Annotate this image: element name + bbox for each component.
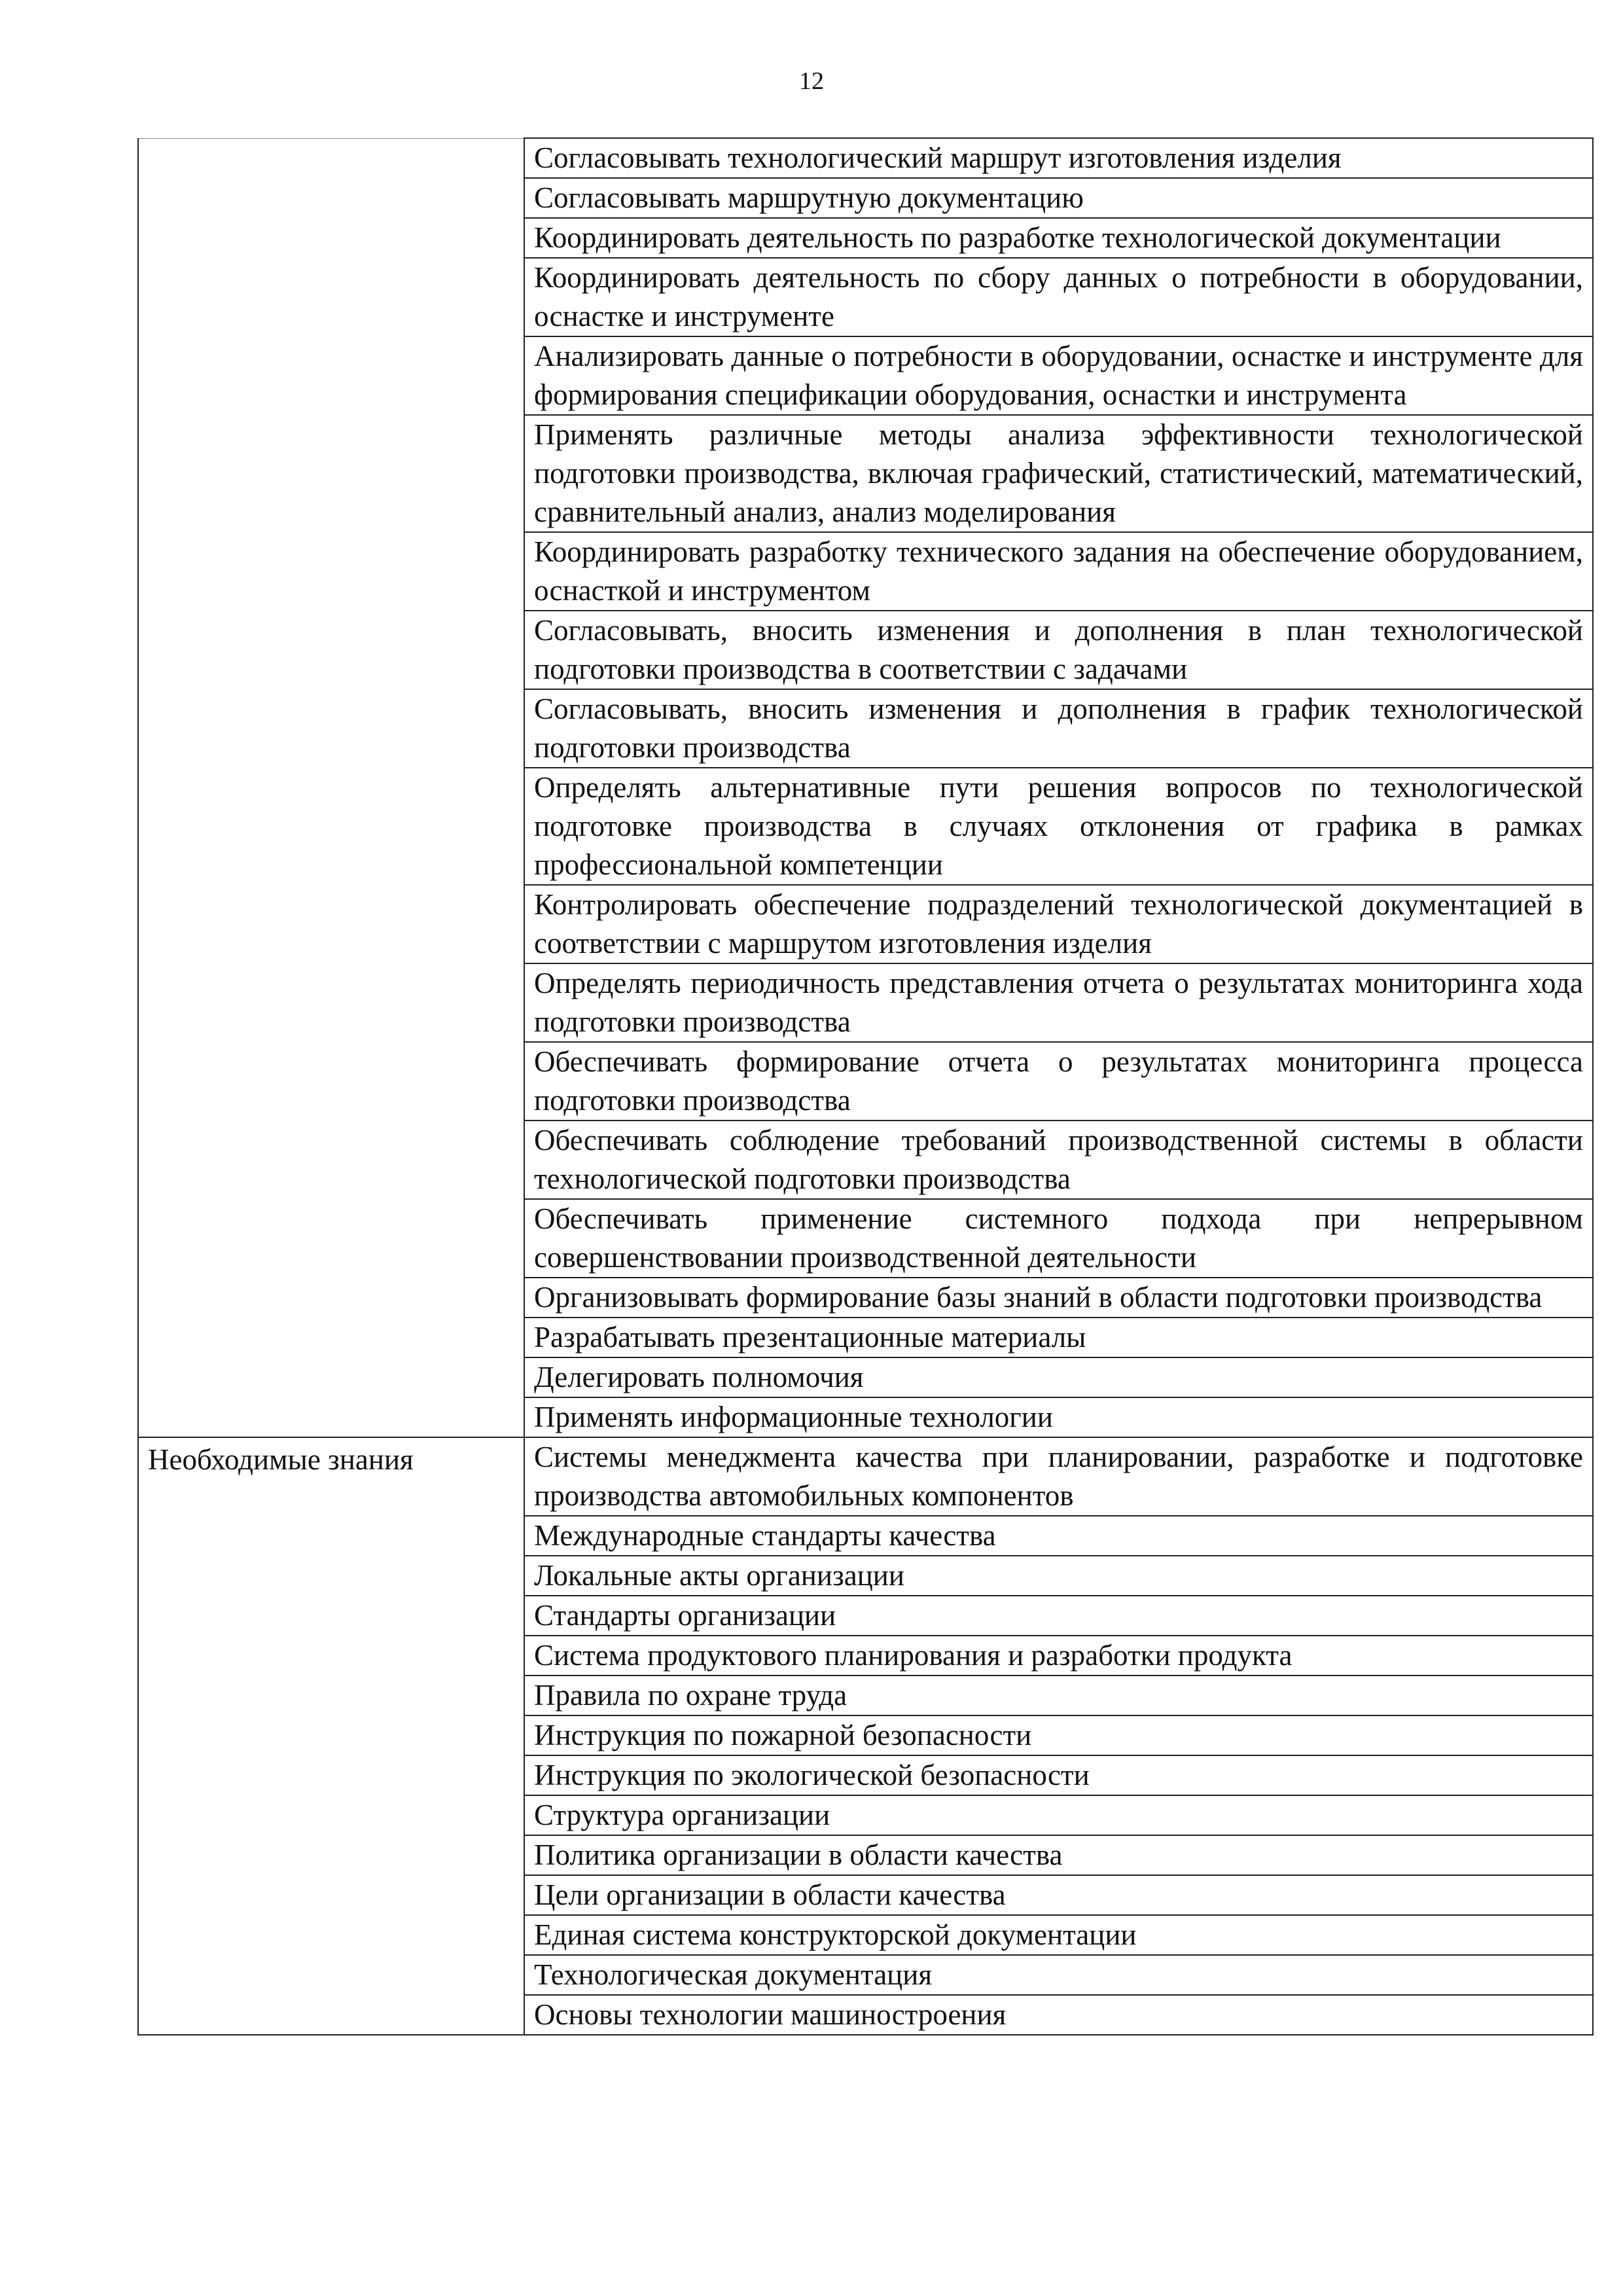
- section-label-cell: [138, 138, 524, 1437]
- table-cell-item: Координировать деятельность по разработке технологической документации: [524, 218, 1593, 258]
- table-cell-item: Координировать разработку технического задания на обеспечение оборудованием, оснасткой и инструментом: [524, 532, 1593, 611]
- table-cell-item: Согласовывать, вносить изменения и дополнения в план технологической подготовки производства в соответствии с задачами: [524, 611, 1593, 689]
- table-cell-item: Определять альтернативные пути решения вопросов по технологической подготовке производства в случаях отклонения от графика в рамках профессиональной компетенции: [524, 768, 1593, 885]
- table-cell-item: Применять информационные технологии: [524, 1397, 1593, 1437]
- table-cell-item: Международные стандарты качества: [524, 1516, 1593, 1556]
- table-cell-item: Контролировать обеспечение подразделений технологической документацией в соответствии с маршрутом изготовления изделия: [524, 885, 1593, 963]
- table-row: [138, 1437, 1593, 1516]
- table-cell-item: Технологическая документация: [524, 1955, 1593, 1995]
- table-cell-item: Обеспечивать формирование отчета о результатах мониторинга процесса подготовки производства: [524, 1042, 1593, 1121]
- table-cell-item: Единая система конструкторской документации: [524, 1915, 1593, 1955]
- table-cell-item: Инструкция по экологической безопасности: [524, 1755, 1593, 1795]
- section-label: Необходимые знания: [148, 1443, 414, 1476]
- table-cell-item: Анализировать данные о потребности в оборудовании, оснастке и инструменте для формирования спецификации оборудования, оснастки и инструмента: [524, 336, 1593, 415]
- table-cell-item: Согласовывать маршрутную документацию: [524, 178, 1593, 218]
- section-label-cell: [138, 1437, 524, 2035]
- table-cell-item: Обеспечивать применение системного подхода при непрерывном совершенствовании производственной деятельности: [524, 1199, 1593, 1278]
- table-cell-item: Инструкция по пожарной безопасности: [524, 1715, 1593, 1755]
- table-cell-item: Политика организации в области качества: [524, 1835, 1593, 1875]
- table-cell-item: Системы менеджмента качества при планировании, разработке и подготовке производства автомобильных компонентов: [524, 1437, 1593, 1516]
- table-cell-item: Определять периодичность представления отчета о результатах мониторинга хода подготовки производства: [524, 963, 1593, 1042]
- table-cell-item: Структура организации: [524, 1795, 1593, 1835]
- table-row: [138, 138, 1593, 178]
- page-number: 12: [799, 67, 824, 95]
- table-cell-item: Согласовывать, вносить изменения и дополнения в график технологической подготовки производства: [524, 689, 1593, 768]
- table-cell-item: Правила по охране труда: [524, 1676, 1593, 1715]
- table-cell-item: Организовывать формирование базы знаний в области подготовки производства: [524, 1278, 1593, 1318]
- table-cell-item: Координировать деятельность по сбору данных о потребности в оборудовании, оснастке и инструменте: [524, 258, 1593, 336]
- competency-table: [137, 137, 1594, 2036]
- table-cell-item: Делегировать полномочия: [524, 1357, 1593, 1397]
- table-cell-item: Согласовывать технологический маршрут изготовления изделия: [524, 138, 1593, 178]
- table-cell-item: Обеспечивать соблюдение требований производственной системы в области технологической подготовки производства: [524, 1121, 1593, 1199]
- table-cell-item: Разрабатывать презентационные материалы: [524, 1318, 1593, 1357]
- table-cell-item: Система продуктового планирования и разработки продукта: [524, 1636, 1593, 1676]
- table-body: [138, 138, 1593, 2035]
- table-cell-item: Стандарты организации: [524, 1596, 1593, 1636]
- table-cell-item: Основы технологии машиностроения: [524, 1995, 1593, 2035]
- table-cell-item: Цели организации в области качества: [524, 1875, 1593, 1915]
- table-cell-item: Применять различные методы анализа эффективности технологической подготовки производства, включая графический, статистический, математический, сравнительный анализ, анализ моделирования: [524, 415, 1593, 532]
- section-label: [148, 139, 514, 141]
- table-cell-item: Локальные акты организации: [524, 1556, 1593, 1596]
